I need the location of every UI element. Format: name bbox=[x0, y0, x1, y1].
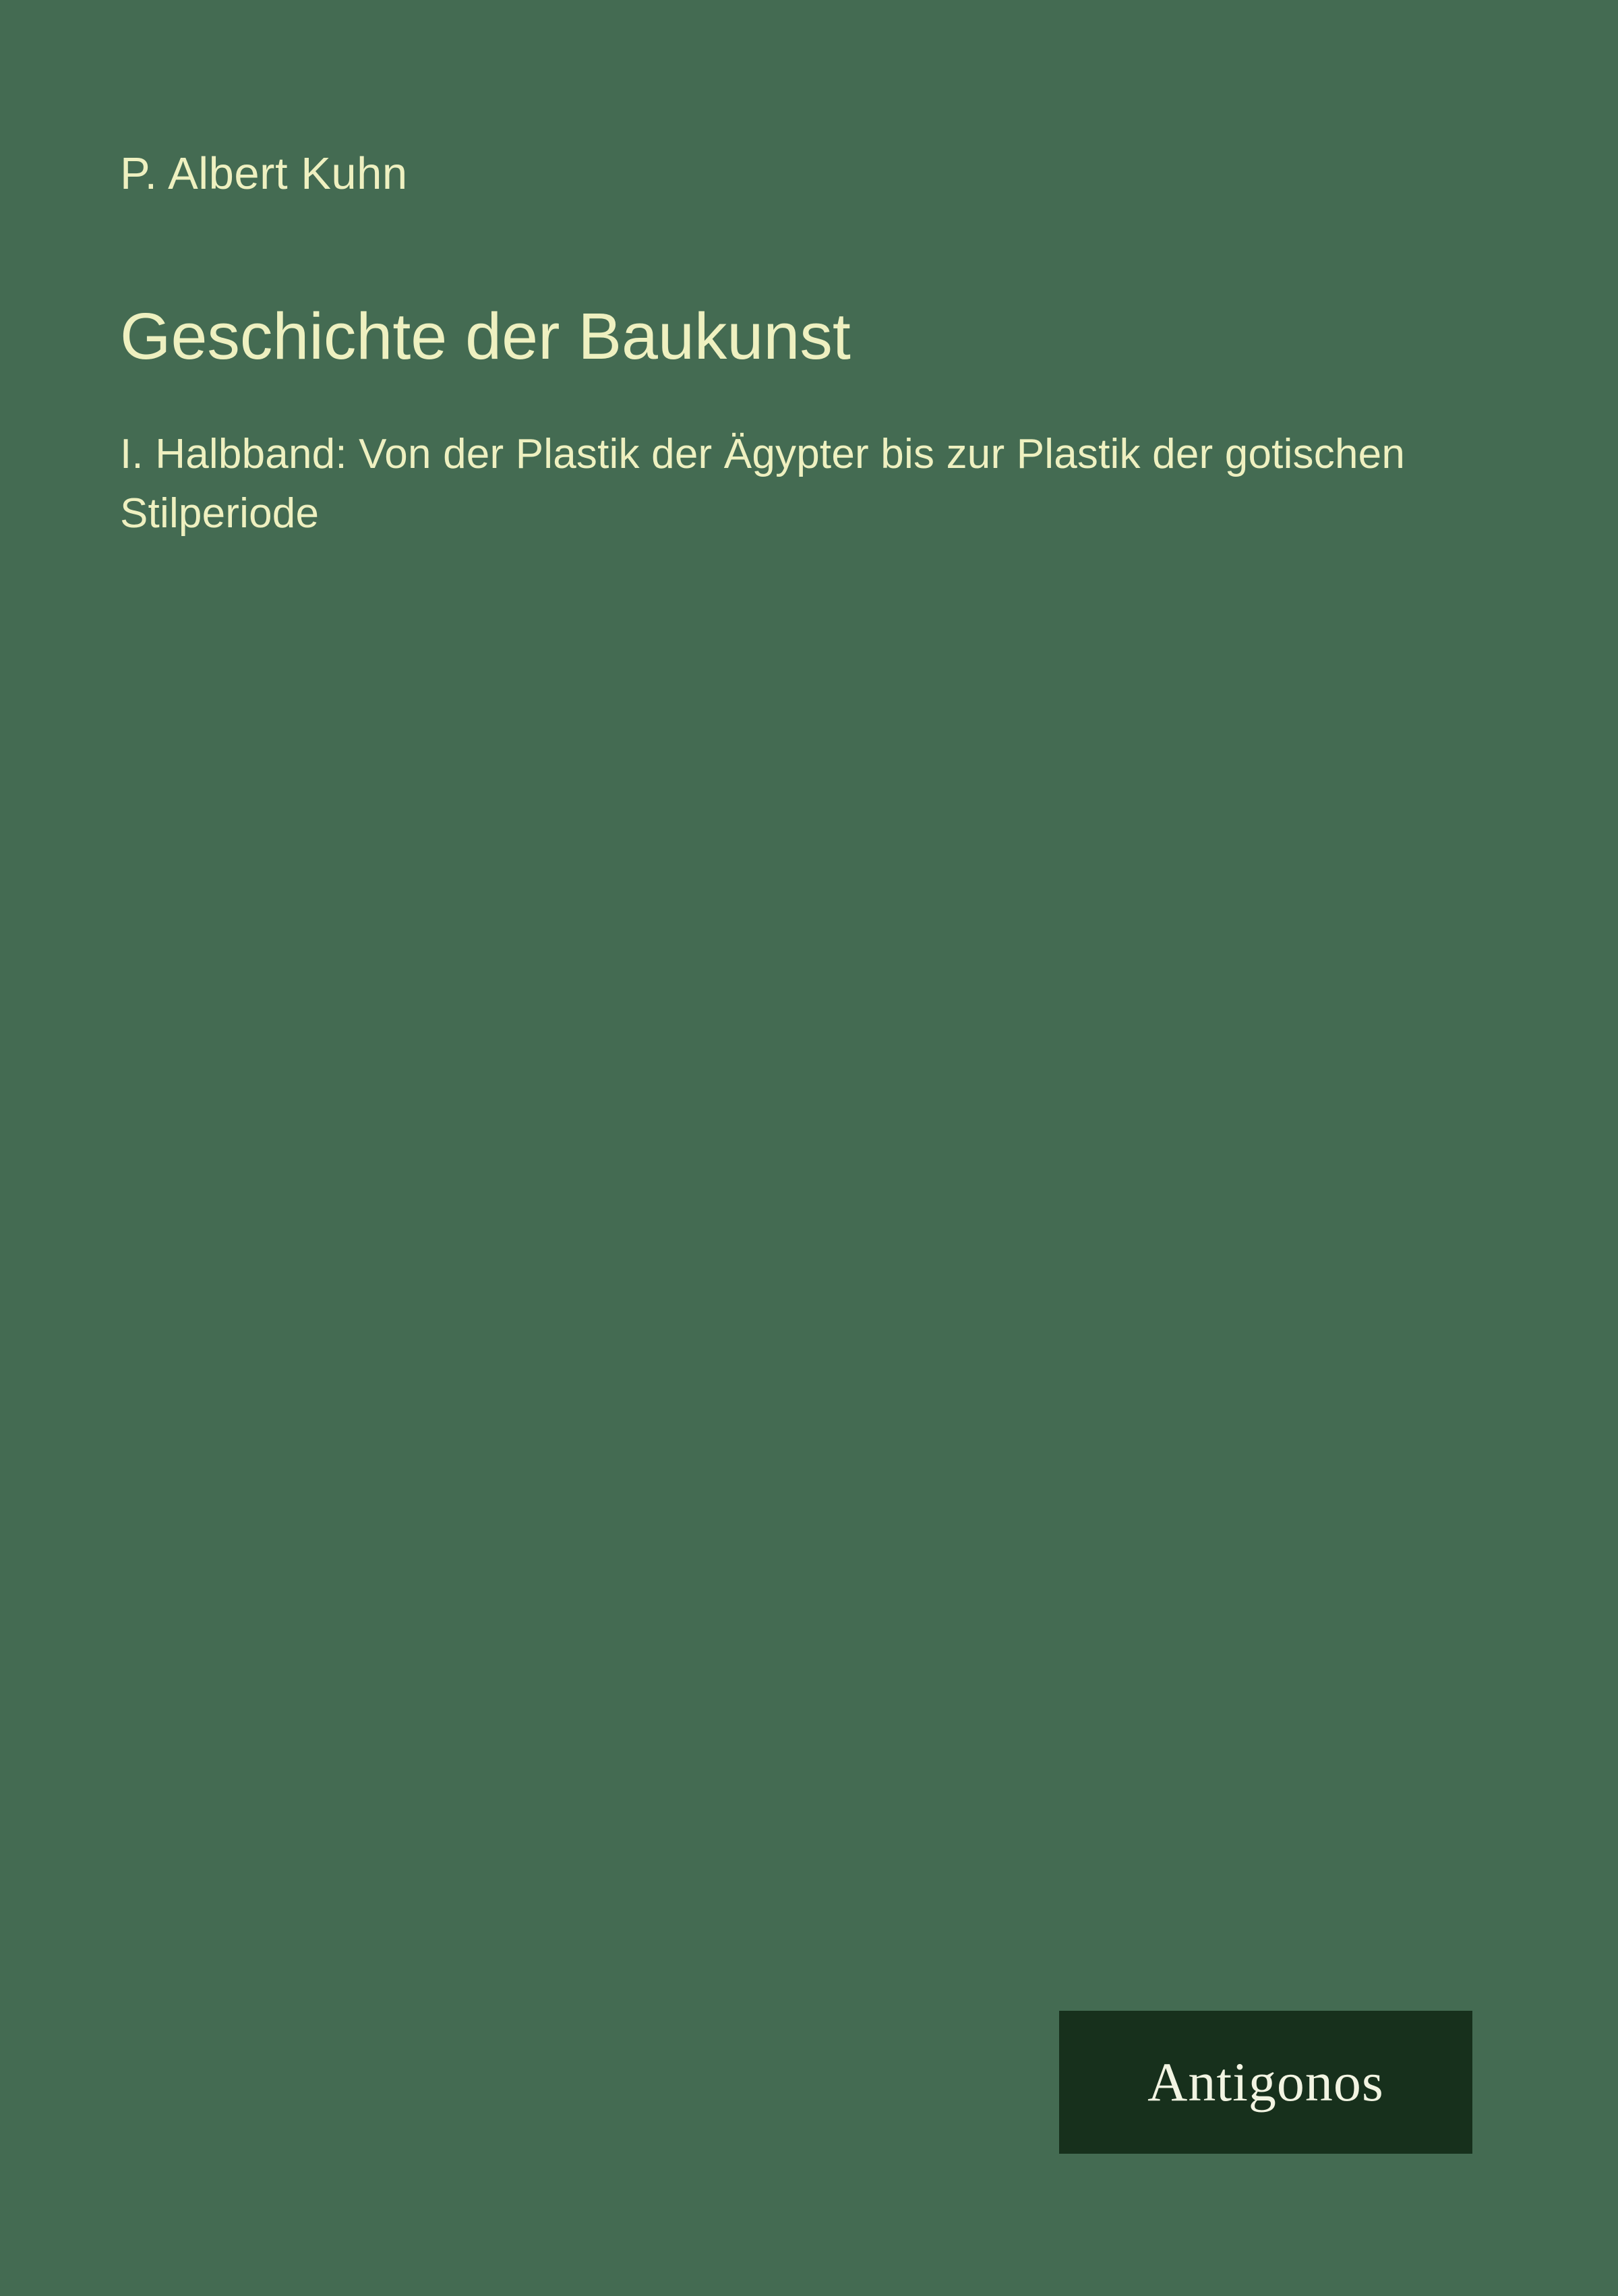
publisher-name: Antigonos bbox=[1147, 2051, 1384, 2113]
cover-text-block bbox=[120, 0, 1498, 578]
publisher-badge bbox=[1059, 2011, 1472, 2154]
author-name: P. Albert Kuhn bbox=[120, 148, 408, 199]
book-title: Geschichte der Baukunst bbox=[120, 299, 851, 374]
book-subtitle: I. Halbband: Von der Plastik der Ägypter bis zur Plastik der gotischen Stilperiode bbox=[120, 430, 1405, 537]
